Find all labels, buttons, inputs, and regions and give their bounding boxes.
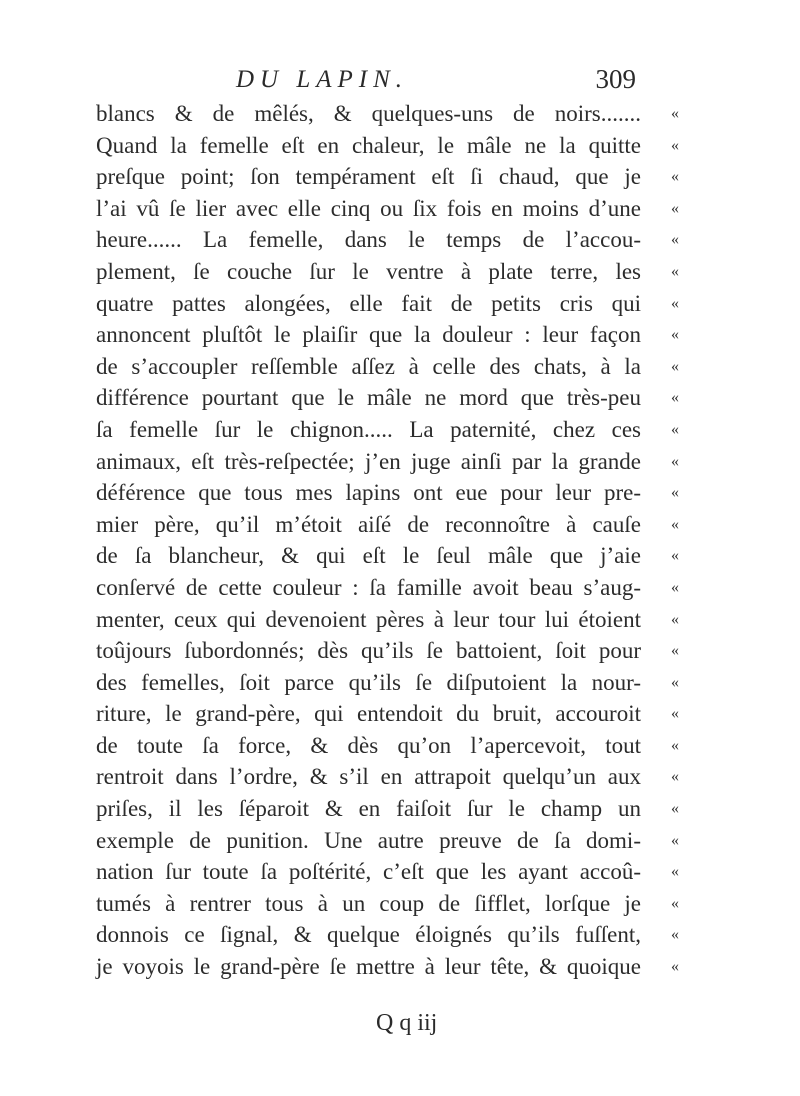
- quote-mark: «: [671, 705, 679, 723]
- text-line: de toute ſa force, & dès qu’on l’apercevoit, tout: [96, 732, 641, 758]
- text-line: priſes, il les ſéparoit & en faiſoit ſur le champ un: [96, 796, 641, 822]
- quote-mark: «: [671, 831, 679, 849]
- quote-mark: «: [671, 484, 679, 502]
- text-line: toûjours ſubordonnés; dès qu’ils ſe battoient, ſoit pour: [96, 638, 641, 664]
- text-line: menter, ceux qui devenoient pères à leur tour lui étoient: [96, 606, 641, 632]
- text-line: quatre pattes alongées, elle fait de petits cris qui: [96, 290, 641, 316]
- text-line: heure...... La femelle, dans le temps de l’accou-: [96, 227, 641, 253]
- quote-mark: «: [671, 547, 679, 565]
- quote-mark: «: [671, 199, 679, 217]
- quote-mark: «: [671, 958, 679, 976]
- quote-mark: «: [671, 578, 679, 596]
- text-line: tumés à rentrer tous à un coup de ſifflet, lorſque je: [96, 890, 641, 916]
- text-line: exemple de punition. Une autre preuve de ſa domi-: [96, 827, 641, 853]
- quote-mark: «: [671, 136, 679, 154]
- text-line: animaux, eſt très-reſpectée; j’en juge ainſi par la grande: [96, 448, 641, 474]
- quote-mark: «: [671, 768, 679, 786]
- text-line: Quand la femelle eſt en chaleur, le mâle ne la quitte: [96, 132, 641, 158]
- text-line: blancs & de mêlés, & quelques-uns de noirs.......: [96, 101, 641, 126]
- quote-mark: «: [671, 326, 679, 344]
- quote-mark: «: [671, 800, 679, 818]
- text-line: ſa femelle ſur le chignon..... La paternité, chez ces: [96, 416, 641, 442]
- marginal-quote-marks: [660, 98, 690, 983]
- text-line: des femelles, ſoit parce qu’ils ſe diſputoient la nour-: [96, 669, 641, 695]
- text-line: je voyois le grand-père ſe mettre à leur tête, & quoique: [96, 954, 641, 980]
- text-line: de s’accoupler reſſemble aſſez à celle des chats, à la: [96, 353, 641, 379]
- quote-mark: «: [671, 168, 679, 186]
- running-head: DU LAPIN.: [236, 66, 409, 93]
- text-line: mier père, qu’il m’étoit aiſé de reconnoître à cauſe: [96, 511, 641, 537]
- quote-mark: «: [671, 894, 679, 912]
- text-line: l’ai vû ſe lier avec elle cinq ou ſix fois en moins d’une: [96, 195, 641, 221]
- quote-mark: «: [671, 105, 679, 122]
- text-line: donnois ce ſignal, & quelque éloignés qu’ils fuſſent,: [96, 922, 641, 948]
- text-line: preſque point; ſon tempérament eſt ſi chaud, que je: [96, 164, 641, 190]
- quote-mark: «: [671, 262, 679, 280]
- quote-mark: «: [671, 389, 679, 407]
- text-line: nation ſur toute ſa poſtérité, c’eſt que les ayant accoû-: [96, 859, 641, 885]
- quote-mark: «: [671, 863, 679, 881]
- text-line: annoncent pluſtôt le plaiſir que la douleur : leur façon: [96, 322, 641, 348]
- quote-mark: «: [671, 452, 679, 470]
- text-line: riture, le grand-père, qui entendoit du bruit, accouroit: [96, 701, 641, 727]
- quote-mark: «: [671, 515, 679, 533]
- text-line: déférence que tous mes lapins ont eue pour leur pre-: [96, 480, 641, 506]
- text-line: de ſa blancheur, & qui eſt le ſeul mâle que j’aie: [96, 543, 641, 569]
- quote-mark: «: [671, 231, 679, 249]
- quote-mark: «: [671, 610, 679, 628]
- quote-mark: «: [671, 642, 679, 660]
- body-text: [96, 98, 641, 983]
- quote-mark: «: [671, 294, 679, 312]
- text-line: rentroit dans l’ordre, & s’il en attrapoit quelqu’un aux: [96, 764, 641, 790]
- quote-mark: «: [671, 736, 679, 754]
- quote-mark: «: [671, 357, 679, 375]
- text-line: conſervé de cette couleur : ſa famille avoit beau s’aug-: [96, 574, 641, 600]
- quote-mark: «: [671, 926, 679, 944]
- text-line: différence pourtant que le mâle ne mord que très-peu: [96, 385, 641, 411]
- signature-mark: Q q iij: [376, 1010, 438, 1036]
- quote-mark: «: [671, 420, 679, 438]
- page-number: 309: [595, 64, 636, 94]
- quote-mark: «: [671, 673, 679, 691]
- text-line: plement, ſe couche ſur le ventre à plate terre, les: [96, 258, 641, 284]
